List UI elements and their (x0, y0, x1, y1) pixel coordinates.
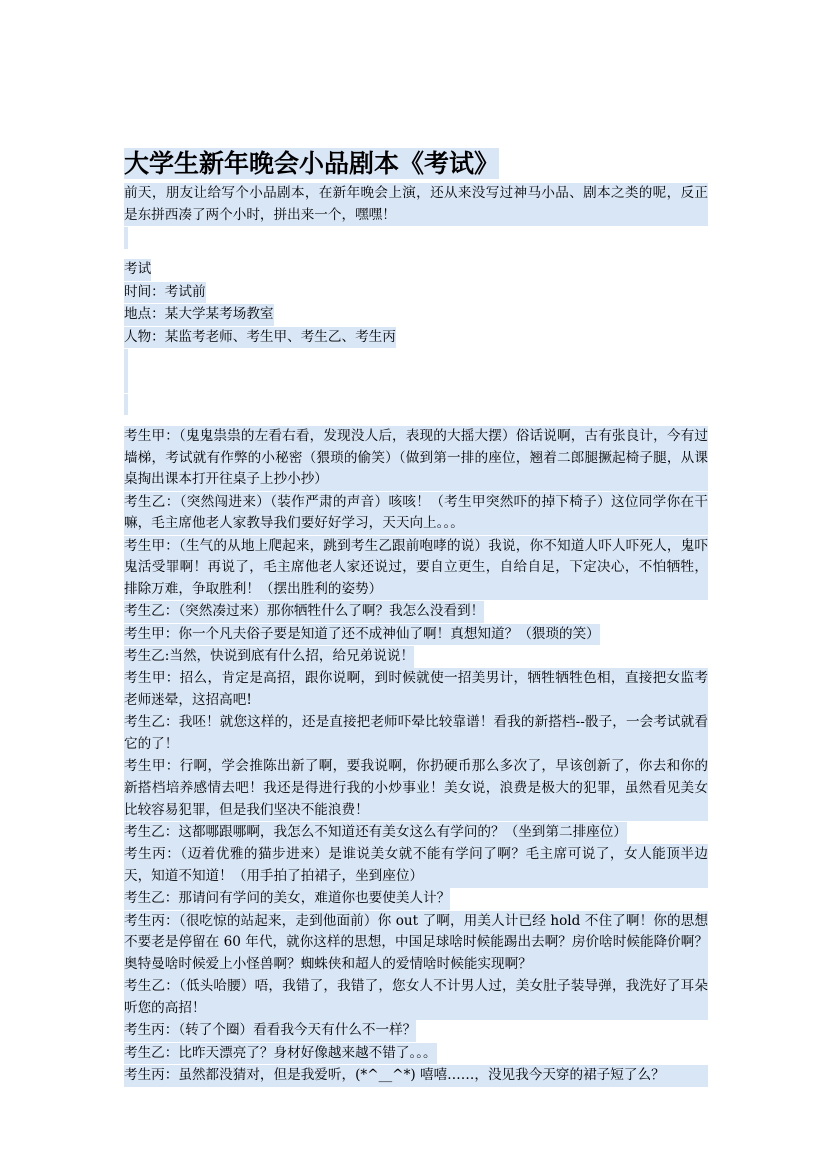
dialogue-line: 考生甲：招么，肯定是高招，跟你说啊，到时候就使一招美男计，牺牲牺牲色相，直接把女监考老师迷晕，这招高吧! (124, 668, 708, 711)
dialogue-line: 考生甲：行啊，学会推陈出新了啊，要我说啊，你扔硬币那么多次了，早该创新了，你去和你的新搭档培养感情去吧！我还是得进行我的小炒事业！美女说，浪费是极大的犯罪，虽然看见美女比较容易犯罪，但是我们坚决不能浪费！ (124, 756, 708, 821)
dialogue-line: 考生丙：（转了个圈）看看我今天有什么不一样？ (124, 1020, 416, 1042)
characters-line: 人物：某监考老师、考生甲、考生乙、考生丙 (124, 327, 396, 349)
spacer (124, 416, 708, 426)
dialogue-line: 考生乙：（突然凑过来）那你牺牲什么了啊？我怎么没看到！ (124, 601, 484, 623)
dialogue-line: 考生乙:当然，快说到底有什么招，给兄弟说说！ (124, 646, 414, 668)
dialogue-line: 考生乙：那请问有学问的美女，难道你也要使美人计？ (124, 888, 450, 910)
dialogue-line: 考生乙：比昨天漂亮了？身材好像越来越不错了。。。 (124, 1043, 437, 1065)
dialogue-line: 考生丙：虽然都没猜对，但是我爱听，(*^__^*) 嘻嘻……，没见我今天穿的裙子短了么？ (124, 1065, 708, 1087)
dialogue-line: 考生乙：这都哪跟哪啊，我怎么不知道还有美女这么有学问的？（坐到第二排座位） (124, 822, 627, 844)
document-title: 大学生新年晚会小品剧本《考试》 (124, 149, 500, 178)
blank-line (124, 371, 128, 393)
blank-line (124, 227, 128, 249)
time-line: 时间：考试前 (124, 282, 206, 304)
section-heading: 考试 (124, 259, 151, 281)
dialogue-line: 考生乙：（低头哈腰）唔，我错了，我错了，您女人不计男人过，美女肚子装导弹，我洗好了耳朵听您的高招！ (124, 976, 708, 1019)
spacer (124, 249, 708, 259)
dialogue-line: 考生甲：你一个凡夫俗子要是知道了还不成神仙了啊！真想知道？（猥琐的笑） (124, 624, 600, 646)
dialogue-line: 考生丙：（迈着优雅的猫步进来）是谁说美女就不能有学问了啊？毛主席可说了，女人能顶半边天，知道不知道！（用手拍了拍裙子，坐到座位） (124, 844, 708, 887)
blank-line (124, 394, 128, 416)
dialogue-line: 考生甲：（鬼鬼祟祟的左看右看，发现没人后，表现的大摇大摆）俗话说啊，古有张良计，今有过墙梯，考试就有作弊的小秘密（猥琐的偷笑）（做到第一排的座位，翘着二郎腿撅起椅子腿，从课桌掏出课本打开往桌子上抄小抄） (124, 426, 708, 491)
document-body (124, 148, 708, 1087)
dialogue-line: 考生甲：（生气的从地上爬起来，跳到考生乙跟前咆哮的说）我说，你不知道人吓人吓死人，鬼吓鬼活受罪啊！再说了，毛主席他老人家还说过，要自立更生，自给自足，下定决心，不怕牺牲，排除万难，争取胜利！（摆出胜利的姿势） (124, 536, 708, 601)
intro-paragraph: 前天，朋友让给写个小品剧本，在新年晚会上演，还从来没写过神马小品、剧本之类的呢，反正是东拼西凑了两个小时，拼出来一个，嘿嘿！ (124, 183, 708, 226)
dialogue-line: 考生乙：我呸！就您这样的，还是直接把老师吓晕比较靠谱！看我的新搭档--骰子，一会考试就看它的了！ (124, 712, 708, 755)
blank-line (124, 349, 128, 371)
place-line: 地点：某大学某考场教室 (124, 304, 274, 326)
dialogue-line: 考生乙：（突然闯进来）（装作严肃的声音）咳咳！（考生甲突然吓的掉下椅子）这位同学你在干嘛，毛主席他老人家教导我们要好好学习，天天向上。。。 (124, 492, 708, 535)
dialogue-line: 考生丙：（很吃惊的站起来，走到他面前）你 out 了啊，用美人计已经 hold 不住了啊！你的思想不要老是停留在 60 年代，就你这样的思想，中国足球啥时候能踢出去啊？房价啥时候能降价啊？奥特曼啥时候爱上小怪兽啊？蜘蛛侠和超人的爱情啥时候能实现啊？ (124, 911, 708, 976)
